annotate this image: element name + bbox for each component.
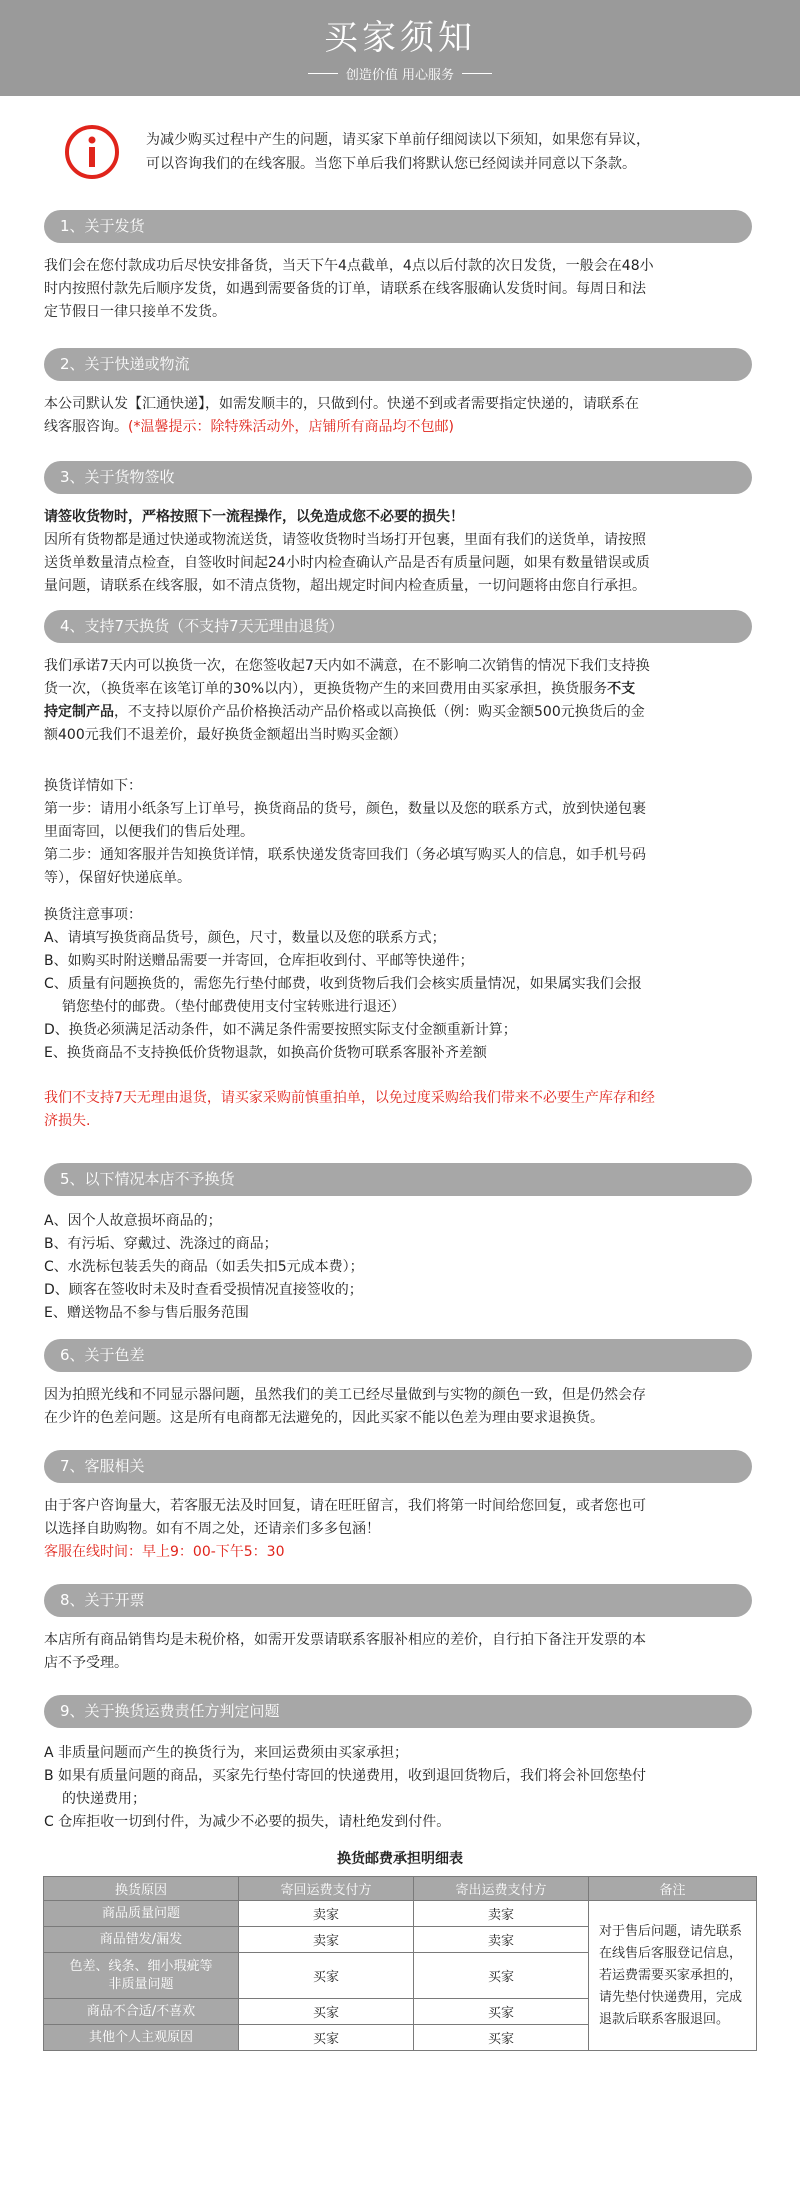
text-line: A 非质量问题而产生的换货行为，来回运费须由买家承担； xyxy=(44,1745,409,1761)
text-line: 等），保留好快递底单。 xyxy=(44,870,191,886)
section-title: 3、关于货物签收 xyxy=(44,461,752,494)
table-header-cell: 备注 xyxy=(589,1877,757,1901)
out-payer-cell: 买家 xyxy=(414,1953,589,1999)
note-item: C、质量有问题换货的，需您先行垫付邮费，收到货物后我们会核实质量情况，如果属实我们会报 xyxy=(44,976,642,992)
section-title: 7、客服相关 xyxy=(44,1450,752,1483)
table-header-cell: 寄回运费支付方 xyxy=(239,1877,414,1901)
out-payer-cell: 卖家 xyxy=(414,1901,589,1927)
text-line: 第一步：请用小纸条写上订单号，换货商品的货号，颜色，数量以及您的联系方式，放到快递包裹 xyxy=(44,801,646,817)
reason-cell: 商品错发/漏发 xyxy=(44,1927,239,1953)
text-line xyxy=(44,701,752,724)
list-item: C、水洗标包装丢失的商品（如丢失扣5元成本费）； xyxy=(44,1259,364,1275)
out-payer-cell: 买家 xyxy=(414,2025,589,2051)
text-span: ，不支持以原价产品价格换活动产品价格或以高换低（例：购买金额500元换货后的金 xyxy=(114,704,645,720)
text-line: 因所有货物都是通过快递或物流送货，请签收货物时当场打开包裹，里面有我们的送货单，请按照 xyxy=(44,532,646,548)
text-line: 的快递费用； xyxy=(62,1791,146,1807)
list-item: E、赠送物品不参与售后服务范围 xyxy=(44,1305,249,1321)
text-line: 额400元我们不退差价，最好换货金额超出当时购买金额） xyxy=(44,727,407,743)
subtitle-right-dash xyxy=(462,73,492,74)
bold-span: 不支 xyxy=(607,681,636,697)
notes-title: 换货注意事项： xyxy=(44,907,142,923)
out-payer-cell: 买家 xyxy=(414,1999,589,2025)
section-exchange xyxy=(0,610,800,1133)
section-shipping xyxy=(0,210,800,324)
section-body xyxy=(40,1483,756,1564)
bold-span: 持定制产品 xyxy=(44,704,114,720)
section-title: 5、以下情况本店不予换货 xyxy=(44,1163,752,1196)
reason-cell: 色差、线条、细小瑕疵等非质量问题 xyxy=(44,1953,239,1999)
text-line: 由于客户咨询量大，若客服无法及时回复，请在旺旺留言，我们将第一时间给您回复，或者您也可 xyxy=(44,1498,646,1514)
note-cell: 对于售后问题，请先联系在线售后客服登记信息，若运费需要买家承担的，请先垫付快递费用，完成退款后联系客服退回。 xyxy=(589,1901,757,2051)
text-line: 店不予受理。 xyxy=(44,1655,128,1671)
info-icon xyxy=(64,124,120,180)
subtitle-left-dash xyxy=(308,73,338,74)
spacer xyxy=(44,890,752,904)
note-item: D、换货必须满足活动条件，如不满足条件需要按照实际支付金额重新计算； xyxy=(44,1022,517,1038)
warm-tip: (*温馨提示：除特殊活动外，店铺所有商品均不包邮) xyxy=(128,419,454,435)
text-span: 货一次，（换货率在该笔订单的30%以内），更换货物产生的来回费用由买家承担，换货服务 xyxy=(44,681,608,697)
subtitle-row xyxy=(0,64,800,83)
section-courier xyxy=(0,348,800,439)
freight-table xyxy=(43,1876,757,2051)
text-line: B 如果有质量问题的商品，买家先行垫付寄回的快递费用，收到退回货物后，我们将会补回您垫付 xyxy=(44,1768,647,1784)
section-body xyxy=(40,1372,756,1430)
text-line: 第二步：通知客服并告知换货详情，联系快递发货寄回我们（务必填写购买人的信息，如手机号码 xyxy=(44,847,646,863)
note-item: B、如购买时附送赠品需要一并寄回，仓库拒收到付、平邮等快递件； xyxy=(44,953,474,969)
reason-cell: 其他个人主观原因 xyxy=(44,2025,239,2051)
note-item: E、换货商品不支持换低价货物退款，如换高价货物可联系客服补齐差额 xyxy=(44,1045,487,1061)
section-title: 6、关于色差 xyxy=(44,1339,752,1372)
section-body xyxy=(40,494,756,598)
text-line: 我们承诺7天内可以换货一次，在您签收起7天内如不满意，在不影响二次销售的情况下我们支持换 xyxy=(44,658,650,674)
text-line: 本店所有商品销售均是未税价格，如需开发票请联系客服补相应的差价，自行拍下备注开发票的本 xyxy=(44,1632,646,1648)
detail-title: 换货详情如下： xyxy=(44,778,142,794)
section-body xyxy=(40,243,756,324)
back-payer-cell: 卖家 xyxy=(239,1901,414,1927)
text-span: 线客服咨询。 xyxy=(44,419,128,435)
spacer xyxy=(44,1065,752,1087)
red-warning: 济损失. xyxy=(44,1113,91,1129)
section-body xyxy=(40,381,756,439)
page-title: 买家须知 xyxy=(324,18,476,58)
back-payer-cell: 买家 xyxy=(239,1953,414,1999)
list-item: A、因个人故意损坏商品的； xyxy=(44,1213,222,1229)
section-title: 8、关于开票 xyxy=(44,1584,752,1617)
section-freight-responsibility xyxy=(0,1695,800,1834)
section-body xyxy=(40,643,756,1133)
text-line: 定节假日一律只接单不发货。 xyxy=(44,304,226,320)
text-line: 本公司默认发【汇通快递】，如需发顺丰的，只做到付。快递不到或者需要指定快递的，请联系在 xyxy=(44,396,639,412)
section-title: 1、关于发货 xyxy=(44,210,752,243)
page-subtitle: 创造价值 用心服务 xyxy=(345,68,455,83)
text-line: C 仓库拒收一切到付件，为减少不必要的损失，请杜绝发到付件。 xyxy=(44,1814,451,1830)
text-line xyxy=(44,678,752,701)
table-header-cell: 换货原因 xyxy=(44,1877,239,1901)
notice-line: 可以咨询我们的在线客服。当您下单后我们将默认您已经阅读并同意以下条款。 xyxy=(146,156,636,172)
text-line: 在少许的色差问题。这是所有电商都无法避免的，因此买家不能以色差为理由要求退换货。 xyxy=(44,1410,604,1426)
section-body xyxy=(40,1617,756,1675)
notice-text xyxy=(146,128,650,176)
text-line: 量问题，请联系在线客服，如不清点货物，超出规定时间内检查质量，一切问题将由您自行承担。 xyxy=(44,578,646,594)
spacer xyxy=(44,747,752,775)
text-line: 因为拍照光线和不同显示器问题，虽然我们的美工已经尽量做到与实物的颜色一致，但是仍然会存 xyxy=(44,1387,646,1403)
section-no-exchange xyxy=(0,1163,800,1325)
red-warning: 我们不支持7天无理由退货，请买家采购前慎重拍单，以免过度采购给我们带来不必要生产库存和经 xyxy=(44,1090,655,1106)
table-row xyxy=(44,1901,757,1927)
section-body xyxy=(40,1196,756,1325)
reason-cell: 商品质量问题 xyxy=(44,1901,239,1927)
text-line xyxy=(44,416,752,439)
section-title: 9、关于换货运费责任方判定问题 xyxy=(44,1695,752,1728)
section-body xyxy=(40,1728,756,1834)
section-receipt xyxy=(0,461,800,598)
back-payer-cell: 买家 xyxy=(239,1999,414,2025)
text-line: 时内按照付款先后顺序发货，如遇到需要备货的订单，请联系在线客服确认发货时间。每周日和法 xyxy=(44,281,646,297)
table-title: 换货邮费承担明细表 xyxy=(337,1851,463,1867)
back-payer-cell: 卖家 xyxy=(239,1927,414,1953)
text-line: 送货单数量清点检查，自签收时间起24小时内检查确认产品是否有质量问题，如果有数量错误或质 xyxy=(44,555,650,571)
section-invoice xyxy=(0,1584,800,1675)
section-title: 4、支持7天换货（不支持7天无理由退货） xyxy=(44,610,752,643)
table-header-row xyxy=(44,1877,757,1901)
back-payer-cell: 买家 xyxy=(239,2025,414,2051)
text-line: 以选择自助购物。如有不周之处，还请亲们多多包涵！ xyxy=(44,1521,380,1537)
section-color-difference xyxy=(0,1339,800,1430)
service-hours: 客服在线时间：早上9：00-下午5：30 xyxy=(44,1544,285,1560)
list-item: B、有污垢、穿戴过、洗涤过的商品； xyxy=(44,1236,278,1252)
reason-cell: 商品不合适/不喜欢 xyxy=(44,1999,239,2025)
section-customer-service xyxy=(0,1450,800,1564)
notice-line: 为减少购买过程中产生的问题，请买家下单前仔细阅读以下须知，如果您有异议， xyxy=(146,132,650,148)
notice-block xyxy=(0,96,800,206)
bold-line: 请签收货物时，严格按照下一流程操作，以免造成您不必要的损失！ xyxy=(44,509,464,525)
text-line: 里面寄回，以便我们的售后处理。 xyxy=(44,824,254,840)
out-payer-cell: 卖家 xyxy=(414,1927,589,1953)
note-item: A、请填写换货商品货号，颜色，尺寸，数量以及您的联系方式； xyxy=(44,930,446,946)
text-line: 我们会在您付款成功后尽快安排备货，当天下午4点截单，4点以后付款的次日发货，一般会在48小 xyxy=(44,258,654,274)
section-title: 2、关于快递或物流 xyxy=(44,348,752,381)
table-header-cell: 寄出运费支付方 xyxy=(414,1877,589,1901)
note-item: 销您垫付的邮费。（垫付邮费使用支付宝转账进行退还） xyxy=(62,999,405,1015)
header-banner xyxy=(0,0,800,96)
list-item: D、顾客在签收时未及时查看受损情况直接签收的； xyxy=(44,1282,363,1298)
